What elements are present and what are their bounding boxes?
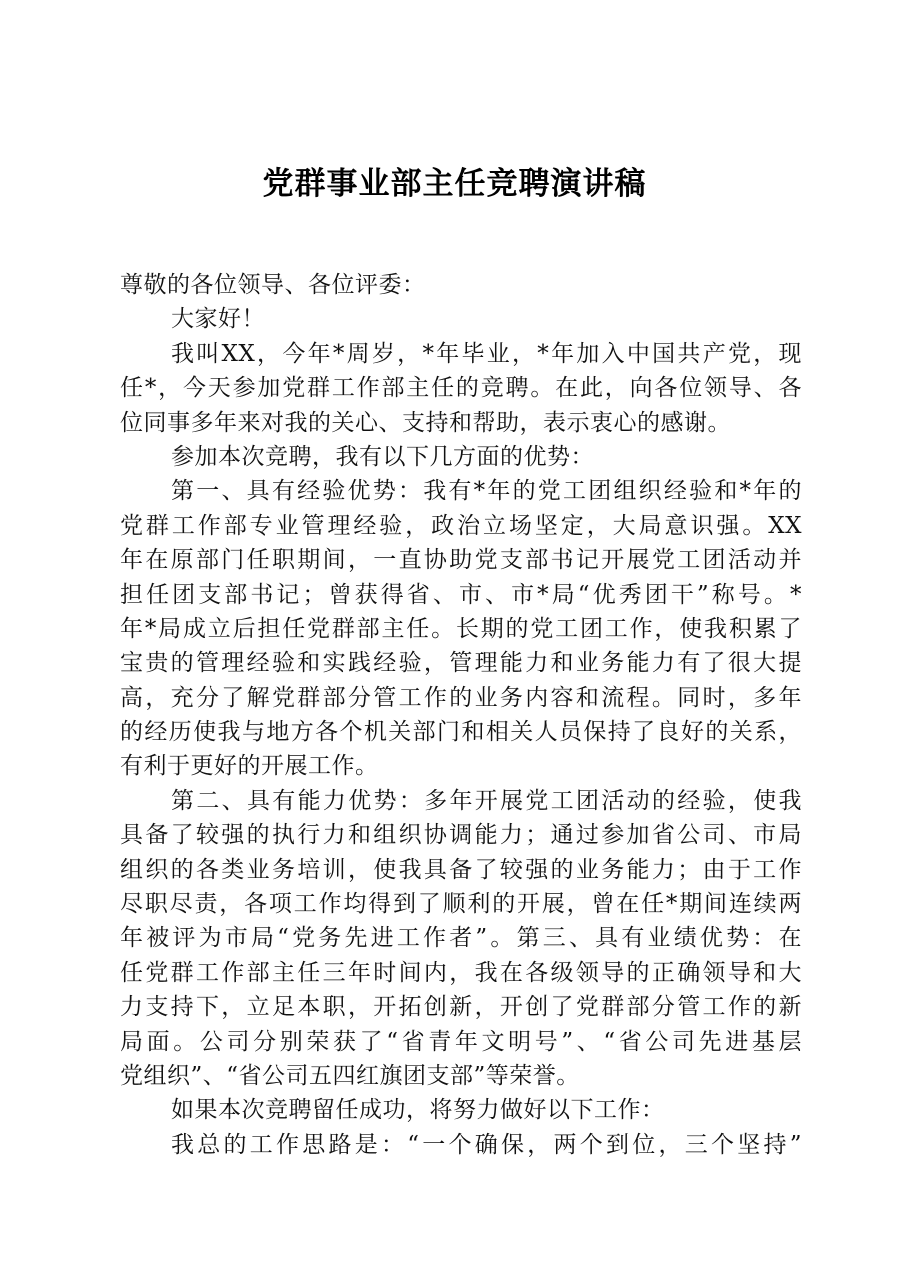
body-line: 我叫XX，今年*周岁，*年毕业，*年加入中国共产党，现 — [171, 340, 802, 367]
body-line: 有利于更好的开展工作。 — [120, 753, 379, 780]
body-line: 我总的工作思路是：“一个确保，两个到位，三个坚持” — [171, 1131, 802, 1158]
body-line: 如果本次竞聘留任成功，将努力做好以下工作： — [171, 1097, 665, 1124]
body-line: 高，充分了解党群部分管工作的业务内容和流程。同时，多年 — [120, 684, 802, 711]
body-line: 年被评为市局“党务先进工作者”。第三、具有业绩优势：在 — [120, 925, 802, 952]
body-line: 力支持下，立足本职，开拓创新，开创了党群部分管工作的新 — [120, 994, 802, 1021]
body-line: 任*，今天参加党群工作部主任的竞聘。在此，向各位领导、各 — [120, 375, 802, 402]
body-line: 具备了较强的执行力和组织协调能力；通过参加省公司、市局 — [120, 822, 802, 849]
body-line: 任党群工作部主任三年时间内，我在各级领导的正确领导和大 — [120, 959, 802, 986]
greeting-line: 大家好！ — [171, 306, 265, 333]
body-line: 年在原部门任职期间，一直协助党支部书记开展党工团活动并 — [120, 547, 802, 574]
body-line: 参加本次竞聘，我有以下几方面的优势： — [171, 443, 594, 470]
body-line: 位同事多年来对我的关心、支持和帮助，表示衷心的感谢。 — [120, 409, 731, 436]
body-line: 局面。公司分别荣获了“省青年文明号”、“省公司先进基层 — [120, 1028, 802, 1055]
body-line: 的经历使我与地方各个机关部门和相关人员保持了良好的关系， — [120, 719, 802, 746]
document-body — [120, 268, 802, 1162]
body-line: 第二、具有能力优势：多年开展党工团活动的经验，使我 — [171, 787, 802, 814]
salutation-line: 尊敬的各位领导、各位评委： — [120, 272, 426, 298]
document-title: 党群事业部主任竞聘演讲稿 — [262, 166, 647, 202]
body-line: 党群工作部专业管理经验，政治立场坚定，大局意识强。XX — [120, 512, 802, 539]
body-line: 党组织”、“省公司五四红旗团支部”等荣誉。 — [120, 1062, 580, 1089]
body-line: 年*局成立后担任党群部主任。长期的党工团工作，使我积累了 — [120, 615, 802, 642]
body-line: 组织的各类业务培训，使我具备了较强的业务能力；由于工作 — [120, 856, 802, 883]
body-line: 尽职尽责，各项工作均得到了顺利的开展，曾在任*期间连续两 — [120, 891, 802, 918]
body-line: 第一、具有经验优势：我有*年的党工团组织经验和*年的 — [171, 478, 802, 505]
body-line: 宝贵的管理经验和实践经验，管理能力和业务能力有了很大提 — [120, 650, 802, 677]
body-line: 担任团支部书记；曾获得省、市、市*局“优秀团干”称号。* — [120, 581, 802, 608]
